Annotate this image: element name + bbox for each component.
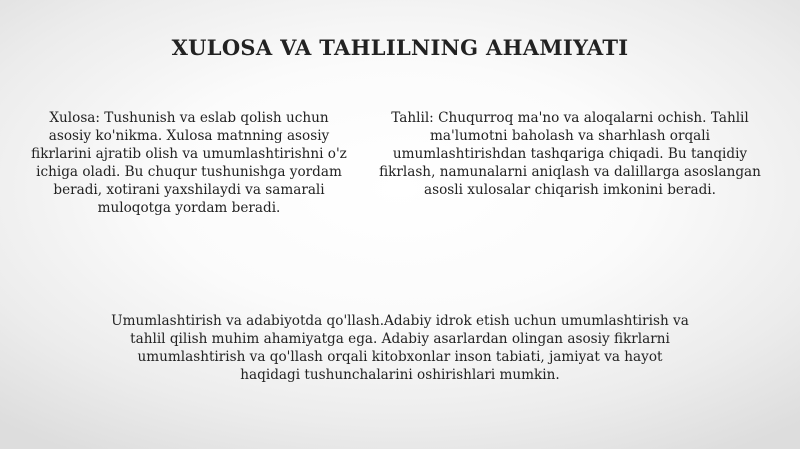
summary-paragraph: Xulosa: Tushunish va eslab qolish uchun asosiy ko'nikma. Xulosa matnning asosiy fikrlarini ajratib olish va umumlashtirishni o'z ichiga oladi. Bu chuqur tushunishga yordam beradi, xotirani yaxshilaydi va samarali muloqotga yordam beradi. (31, 110, 347, 216)
literature-application-paragraph: Umumlashtirish va adabiyotda qo'llash.Adabiy idrok etish uchun umumlashtirish va tahlil qilish muhim ahamiyatga ega. Adabiy asarlardan olingan asosiy fikrlarni umumlashtirish va qo'llash orqali kitobxonlar inson tabiati, jamiyat va hayot haqidagi tushunchalarini oshirishlari mumkin. (111, 313, 689, 383)
analysis-paragraph: Tahlil: Chuqurroq ma'no va aloqalarni ochish. Tahlil ma'lumotni baholash va sharhlash orqali umumlashtirishdan tashqariga chiqadi. Bu tanqidiy fikrlash, namunalarni aniqlash va dalillarga asoslangan asosli xulosalar chiqarish imkonini beradi. (379, 110, 761, 198)
slide-title: XULOSA VA TAHLILNING AHAMIYATI (171, 35, 629, 60)
